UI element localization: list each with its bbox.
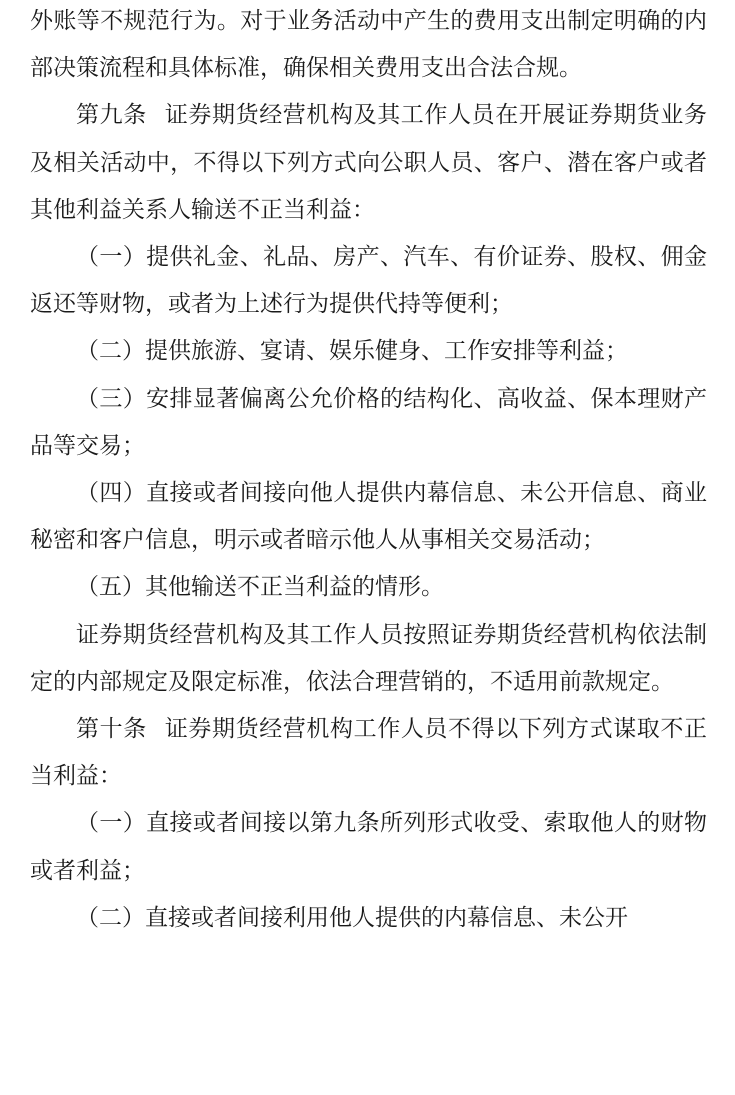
paragraph-text: 外账等不规范行为。对于业务活动中产生的费用支出制定明确的内部决策流程和具体标准，确保相关费用支出合法合规。 <box>30 8 707 82</box>
list-item-paragraph <box>30 328 707 375</box>
article-9-paragraph <box>30 92 707 234</box>
article-10-paragraph <box>30 706 707 800</box>
article-number: 第十条 <box>76 716 147 743</box>
paragraph-text: （一）提供礼金、礼品、房产、汽车、有价证券、股权、佣金返还等财物，或者为上述行为提供代持等便利； <box>30 244 707 318</box>
paragraph-text: （五）其他输送不正当利益的情形。 <box>76 574 444 601</box>
body-paragraph <box>30 612 707 706</box>
paragraph-text: （四）直接或者间接向他人提供内幕信息、未公开信息、商业秘密和客户信息，明示或者暗示他人从事相关交易活动； <box>30 480 707 554</box>
list-item-paragraph <box>30 895 707 942</box>
paragraph-text: 证券期货经营机构及其工作人员按照证券期货经营机构依法制定的内部规定及限定标准，依法合理营销的，不适用前款规定。 <box>30 621 707 695</box>
list-item-paragraph <box>30 800 707 894</box>
paragraph-text: 证券期货经营机构工作人员不得以下列方式谋取不正当利益： <box>30 716 708 790</box>
list-item-paragraph <box>30 470 707 564</box>
list-item-paragraph <box>30 234 707 328</box>
paragraph-text: （二）提供旅游、宴请、娱乐健身、工作安排等利益； <box>76 338 628 365</box>
article-number: 第九条 <box>76 102 147 129</box>
paragraph-text: （二）直接或者间接利用他人提供的内幕信息、未公开 <box>76 904 628 931</box>
list-item-paragraph <box>30 376 707 470</box>
paragraph-text: 证券期货经营机构及其工作人员在开展证券期货业务及相关活动中，不得以下列方式向公职人员、客户、潜在客户或者其他利益关系人输送不正当利益： <box>30 102 708 223</box>
paragraph-text: （三）安排显著偏离公允价格的结构化、高收益、保本理财产品等交易； <box>30 385 707 459</box>
paragraph-text: （一）直接或者间接以第九条所列形式收受、索取他人的财物或者利益； <box>30 810 707 884</box>
list-item-paragraph <box>30 564 707 611</box>
paragraph-continuation <box>30 0 707 92</box>
